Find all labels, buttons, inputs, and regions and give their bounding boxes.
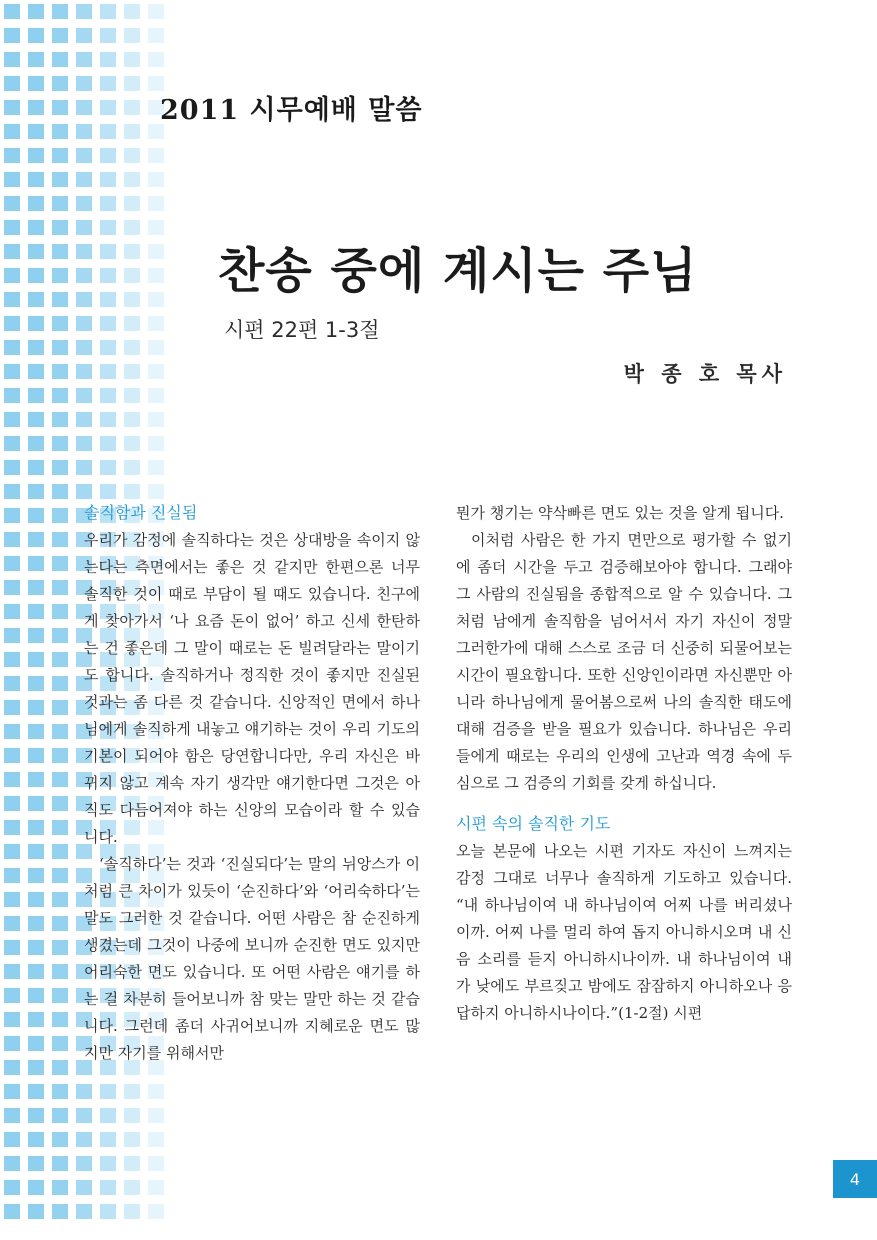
body-paragraph: 우리가 감정에 솔직하다는 것은 상대방을 속이지 않는다는 측면에서는 좋은 것 같지만 한편으론 너무 솔직한 것이 때로 부담이 될 때도 있습니다. 친구에게 찾아가서 ‘나 요즘 돈이 없어’ 하고 신세 한탄하는 건 좋은데 그 말이 때로는 돈 빌려달라는 말이기도 합니다. 솔직하거나 정직한 것이 좋지만 진실된 것과는 좀 다른 것 같습니다. 신앙적인 면에서 하나님에게 솔직하게 내놓고 얘기하는 것이 우리 기도의 기본이 되어야 함은 당연합니다만, 우리 자신은 바뀌지 않고 계속 자기 생각만 얘기한다면 그것은 아직도 다듬어져야 하는 신앙의 모습이라 할 수 있습니다. [84,531,420,846]
decorative-dot [4,676,20,691]
decorative-dot [76,1108,92,1123]
decorative-dot [52,676,68,691]
decorative-dot [148,1180,164,1195]
decorative-dot [76,4,92,19]
decorative-dot [100,316,116,331]
decorative-dot [28,1132,44,1147]
decorative-dot [100,100,116,115]
decorative-dot [76,76,92,91]
decorative-dot [124,292,140,307]
decorative-dot [52,244,68,259]
decorative-dot [28,700,44,715]
decorative-dot [148,28,164,43]
decorative-dot [76,172,92,187]
author-name: 박 종 호 목사 [623,362,787,386]
decorative-dot [4,772,20,787]
decorative-dot [124,484,140,499]
decorative-dot [124,436,140,451]
decorative-dot [28,724,44,739]
decorative-dot [148,316,164,331]
decorative-dot [4,292,20,307]
decorative-dot [4,340,20,355]
decorative-dot [28,292,44,307]
decorative-dot [28,964,44,979]
decorative-dot [100,340,116,355]
decorative-dot [4,988,20,1003]
decorative-dot [4,940,20,955]
decorative-dot [4,580,20,595]
decorative-dot [148,388,164,403]
decorative-dot [52,292,68,307]
decorative-dot [148,340,164,355]
decorative-dot [52,196,68,211]
decorative-dot [4,748,20,763]
decorative-dot [100,52,116,67]
decorative-dot [124,196,140,211]
decorative-dot [28,652,44,667]
decorative-dot [124,124,140,139]
decorative-dot [28,1012,44,1027]
decorative-dot [124,1084,140,1099]
decorative-dot [100,388,116,403]
decorative-dot [28,676,44,691]
decorative-dot [4,892,20,907]
decorative-dot [28,604,44,619]
decorative-dot [52,916,68,931]
decorative-dot [148,1156,164,1171]
decorative-dot [52,556,68,571]
decorative-dot [52,412,68,427]
decorative-dot [4,532,20,547]
decorative-dot [4,1156,20,1171]
decorative-dot [124,148,140,163]
decorative-dot [4,1060,20,1075]
decorative-dot [28,364,44,379]
decorative-dot [76,460,92,475]
decorative-dot [4,52,20,67]
decorative-dot [100,1156,116,1171]
decorative-dot [100,1204,116,1219]
decorative-dot [4,796,20,811]
decorative-dot [52,436,68,451]
decorative-dot [100,460,116,475]
decorative-dot [4,628,20,643]
decorative-dot [148,172,164,187]
decorative-dot [124,244,140,259]
decorative-dot [4,148,20,163]
decorative-dot [124,52,140,67]
decorative-dot [100,1132,116,1147]
decorative-dot [52,820,68,835]
decorative-dot [4,556,20,571]
decorative-dot [52,700,68,715]
decorative-dot [28,1180,44,1195]
decorative-dot [76,1180,92,1195]
decorative-dot [124,340,140,355]
decorative-dot [4,76,20,91]
decorative-dot [76,148,92,163]
decorative-dot [52,364,68,379]
decorative-dot [28,508,44,523]
decorative-dot [100,1108,116,1123]
decorative-dot [148,1204,164,1219]
decorative-dot [76,292,92,307]
decorative-dot [28,1084,44,1099]
decorative-dot [52,1036,68,1051]
decorative-dot [52,172,68,187]
decorative-dot [28,1156,44,1171]
decorative-dot [4,412,20,427]
decorative-dot [76,388,92,403]
decorative-dot [124,460,140,475]
decorative-dot [28,1204,44,1219]
decorative-dot [100,244,116,259]
decorative-dot [52,268,68,283]
decorative-dot [28,220,44,235]
decorative-dot [4,28,20,43]
decorative-dot [76,412,92,427]
decorative-dot [148,1108,164,1123]
decorative-dot [100,268,116,283]
decorative-dot [28,76,44,91]
decorative-dot [100,484,116,499]
decorative-dot [52,892,68,907]
decorative-dot [52,1180,68,1195]
decorative-dot [4,916,20,931]
decorative-dot [124,316,140,331]
decorative-dot [76,436,92,451]
decorative-dot [4,196,20,211]
decorative-dot [148,1084,164,1099]
body-paragraph: 이처럼 사람은 한 가지 면만으로 평가할 수 없기에 좀더 시간을 두고 검증해보아야 합니다. 그래야 그 사람의 진실됨을 종합적으로 알 수 있습니다. 그처럼 남에게 솔직함을 넘어서서 자기 자신이 정말 그러한가에 대해 스스로 조금 더 신중히 되물어보는 시간이 필요합니다. 또한 신앙인이라면 자신뿐만 아니라 하나님에게 물어봄으로써 나의 솔직한 태도에 대해 검증을 받을 필요가 있습니다. 하나님은 우리들에게 때로는 우리의 인생에 고난과 역경 속에 두심으로 그 검증의 기회를 갖게 하십니다. [456,531,792,792]
decorative-dot [52,796,68,811]
decorative-dot [4,1108,20,1123]
decorative-dot [100,220,116,235]
decorative-dot [4,172,20,187]
decorative-dot [28,412,44,427]
decorative-dot [28,172,44,187]
decorative-dot [28,916,44,931]
decorative-dot [4,1204,20,1219]
decorative-dot [124,4,140,19]
decorative-dot [52,1132,68,1147]
section-title: 2011 시무예배 말씀 [160,95,423,126]
decorative-dot [148,220,164,235]
decorative-dot [4,652,20,667]
decorative-dot [52,604,68,619]
decorative-dot [52,1156,68,1171]
decorative-dot [28,52,44,67]
decorative-dot [52,532,68,547]
decorative-dot [28,1060,44,1075]
decorative-dot [28,124,44,139]
decorative-dot [28,868,44,883]
decorative-dot [52,988,68,1003]
decorative-dot [4,1132,20,1147]
decorative-dot [52,1060,68,1075]
decorative-dot [4,1036,20,1051]
decorative-dot [148,244,164,259]
decorative-dot [124,388,140,403]
decorative-dot [4,316,20,331]
decorative-dot [28,316,44,331]
decorative-dot [4,604,20,619]
decorative-dot [100,412,116,427]
decorative-dot [4,268,20,283]
decorative-dot [124,268,140,283]
decorative-dot [76,364,92,379]
decorative-dot [76,196,92,211]
decorative-dot [76,52,92,67]
decorative-dot [100,292,116,307]
decorative-dot [28,460,44,475]
decorative-dot [124,412,140,427]
decorative-dot [100,436,116,451]
decorative-dot [76,1156,92,1171]
decorative-dot [4,436,20,451]
decorative-dot [28,532,44,547]
decorative-dot [124,76,140,91]
decorative-dot [4,868,20,883]
decorative-dot [52,1108,68,1123]
decorative-dot [148,4,164,19]
decorative-dot [76,28,92,43]
decorative-dot [28,148,44,163]
decorative-dot [52,340,68,355]
decorative-dot [100,1084,116,1099]
body-paragraph: 뭔가 챙기는 약삭빠른 면도 있는 것을 알게 됩니다. [456,504,784,522]
decorative-dot [4,724,20,739]
decorative-dot [4,364,20,379]
decorative-dot [28,580,44,595]
decorative-dot [28,820,44,835]
right-column [456,500,792,1027]
decorative-dot [100,4,116,19]
right-section-heading: 시편 속의 솔직한 기도 [456,814,611,833]
decorative-dot [4,124,20,139]
decorative-dot [28,388,44,403]
decorative-dot [76,1132,92,1147]
decorative-dot [4,700,20,715]
decorative-dot [100,196,116,211]
body-paragraph: 오늘 본문에 나오는 시편 기자도 자신이 느껴지는 감정 그대로 너무나 솔직하게 기도하고 있습니다. “내 하나님이여 내 하나님이여 어찌 나를 버리셨나이까. 어찌 나를 멀리 하여 돕지 아니하시오며 내 신음 소리를 듣지 아니하시나이까. 내 하나님이여 내가 낮에도 부르짖고 밤에도 잠잠하지 아니하오나 응답하지 아니하시나이다.”(1-2절) 시편 [456,842,792,1022]
decorative-dot [100,148,116,163]
decorative-dot [4,484,20,499]
decorative-dot [124,28,140,43]
decorative-dot [4,220,20,235]
decorative-dot [124,1132,140,1147]
decorative-dot [52,580,68,595]
decorative-dot [28,988,44,1003]
decorative-dot [52,484,68,499]
decorative-dot [28,748,44,763]
decorative-dot [148,52,164,67]
decorative-dot [100,364,116,379]
decorative-dot [28,1108,44,1123]
decorative-dot [52,124,68,139]
decorative-dot [124,1108,140,1123]
decorative-dot [124,100,140,115]
decorative-dot [4,1180,20,1195]
decorative-dot [76,268,92,283]
decorative-dot [28,196,44,211]
decorative-dot [4,964,20,979]
decorative-dot [148,364,164,379]
decorative-dot [52,940,68,955]
decorative-dot [52,652,68,667]
decorative-dot [52,1084,68,1099]
decorative-dot [4,1084,20,1099]
page-number: 4 [833,1160,877,1198]
decorative-dot [52,316,68,331]
decorative-dot [52,4,68,19]
decorative-dot [28,28,44,43]
decorative-dot [100,76,116,91]
decorative-dot [52,844,68,859]
decorative-dot [52,100,68,115]
decorative-dot [52,964,68,979]
decorative-dot [124,1204,140,1219]
decorative-dot [52,508,68,523]
decorative-dot [28,1036,44,1051]
decorative-dot [28,340,44,355]
decorative-dot [28,796,44,811]
decorative-dot [52,52,68,67]
decorative-dot [28,100,44,115]
decorative-dot [52,868,68,883]
decorative-dot [52,1012,68,1027]
decorative-dot [28,4,44,19]
decorative-dot [28,844,44,859]
decorative-dot [52,748,68,763]
decorative-dot [124,172,140,187]
decorative-dot [28,268,44,283]
article-title: 찬송 중에 계시는 주님 [218,243,698,299]
decorative-dot [148,196,164,211]
decorative-dot [52,460,68,475]
decorative-dot [52,628,68,643]
decorative-dot [124,1156,140,1171]
decorative-dot [52,28,68,43]
decorative-dot [28,244,44,259]
decorative-dot [124,1180,140,1195]
body-paragraph: ‘솔직하다’는 것과 ‘진실되다’는 말의 뉘앙스가 이처럼 큰 차이가 있듯이 ‘순진하다’와 ‘어리숙하다’는 말도 그러한 것 같습니다. 어떤 사람은 참 순진하게 생겼는데 그것이 나중에 보니까 순진한 면도 있지만 어리숙한 면도 있습니다. 또 어떤 사람은 얘기를 하는 걸 차분히 들어보니까 참 맞는 말만 하는 것 같습니다. 그런데 좀더 사귀어보니까 지혜로운 면도 많지만 자기를 위해서만 [84,855,420,1062]
decorative-dot [76,124,92,139]
decorative-dot [4,844,20,859]
decorative-dot [4,244,20,259]
decorative-dot [28,772,44,787]
decorative-dot [124,220,140,235]
decorative-dot [28,556,44,571]
decorative-dot [4,508,20,523]
decorative-dot [4,4,20,19]
decorative-dot [52,724,68,739]
decorative-dot [148,268,164,283]
decorative-dot [28,484,44,499]
decorative-dot [100,1180,116,1195]
scripture-reference: 시편 22편 1-3절 [224,318,380,342]
decorative-dot [148,1132,164,1147]
decorative-dot [28,940,44,955]
decorative-dot [148,484,164,499]
decorative-dot [4,388,20,403]
decorative-dot [148,436,164,451]
decorative-dot [4,820,20,835]
decorative-dot [52,772,68,787]
decorative-dot [76,220,92,235]
left-section-heading: 솔직함과 진실됨 [84,503,198,522]
decorative-dot [52,388,68,403]
decorative-dot [148,412,164,427]
decorative-dot [4,100,20,115]
decorative-dot [148,460,164,475]
decorative-dot [148,148,164,163]
decorative-dot [52,1204,68,1219]
decorative-dot [100,28,116,43]
decorative-dot [52,220,68,235]
decorative-dot [52,76,68,91]
decorative-dot [76,100,92,115]
decorative-dot [100,124,116,139]
decorative-dot [100,172,116,187]
decorative-dot [52,148,68,163]
decorative-dot [28,892,44,907]
decorative-dot [124,364,140,379]
decorative-dot [76,244,92,259]
decorative-dot [76,1204,92,1219]
decorative-dot [76,340,92,355]
decorative-dot [76,316,92,331]
decorative-dot [148,292,164,307]
left-column [84,500,420,1067]
decorative-dot [76,1084,92,1099]
decorative-dot [4,460,20,475]
decorative-dot [76,484,92,499]
decorative-dot [4,1012,20,1027]
decorative-dot [28,628,44,643]
decorative-dot [28,436,44,451]
